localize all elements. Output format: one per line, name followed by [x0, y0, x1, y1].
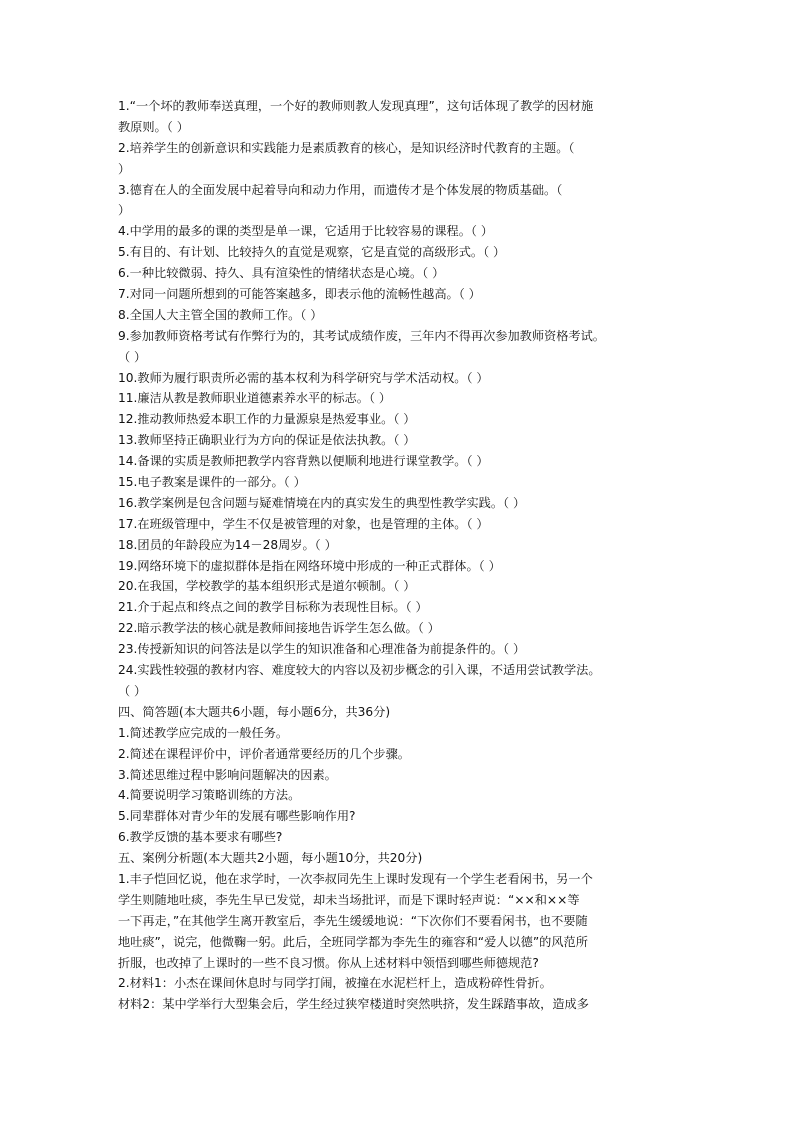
text-line: ）	[118, 161, 131, 176]
text-line: 5.有目的、有计划、比较持久的直觉是观察，它是直觉的高级形式。（ ）	[118, 245, 506, 260]
text-line: 3.简述思维过程中影响问题解决的因素。	[118, 767, 337, 782]
text-line: 11.廉洁从教是教师职业道德素养水平的标志。（ ）	[118, 391, 392, 406]
text-line: 9.参加教师资格考试有作弊行为的，其考试成绩作废，三年内不得再次参加教师资格考试。	[118, 328, 605, 343]
text-line: 18.团员的年龄段应为14－28周岁。（ ）	[118, 537, 337, 552]
text-line: 1.丰子恺回忆说，他在求学时，一次李叔同先生上课时发现有一个学生老看闲书，另一个	[118, 871, 593, 886]
text-line: 24.实践性较强的教材内容、难度较大的内容以及初步概念的引入课，不适用尝试教学法。	[118, 663, 601, 678]
text-line: 地吐痰”，说完，他微鞠一躬。此后，全班同学都为李先生的雍容和“爱人以德”的风范所	[118, 934, 588, 949]
text-line: 21.介于起点和终点之间的教学目标称为表现性目标。（ ）	[118, 600, 428, 615]
text-line: （ ）	[118, 683, 147, 698]
text-line: 12.推动教师热爱本职工作的力量源泉是热爱事业。（ ）	[118, 412, 416, 427]
text-line: 1.“一个坏的教师奉送真理，一个好的教师则教人发现真理”，这句话体现了教学的因材施	[118, 99, 594, 113]
text-line: 4.简要说明学习策略训练的方法。	[118, 788, 301, 803]
text-line: 5.同辈群体对青少年的发展有哪些影响作用?	[118, 809, 356, 824]
text-line: 折服，也改掉了上课时的一些不良习惯。你从上述材料中领悟到哪些师德规范?	[118, 955, 539, 970]
text-line: 2.材料1：小杰在课间休息时与同学打闹，被撞在水泥栏杆上，造成粉碎性骨折。	[118, 976, 552, 991]
text-line: 3.德育在人的全面发展中起着导向和动力作用，而遗传才是个体发展的物质基础。（	[118, 182, 563, 197]
text-line: 15.电子教案是课件的一部分。（ ）	[118, 475, 306, 490]
document-page	[118, 96, 690, 1015]
text-line: 6.一种比较微弱、持久、具有渲染性的情绪状态是心境。（ ）	[118, 266, 445, 281]
text-line: 14.备课的实质是教师把教学内容背熟以便顺利地进行课堂教学。（ ）	[118, 454, 489, 469]
text-line: ）	[118, 203, 131, 218]
text-line: 19.网络环境下的虚拟群体是指在网络环境中形成的一种正式群体。（ ）	[118, 558, 501, 573]
text-line: 10.教师为履行职责所必需的基本权利为科学研究与学术活动权。（ ）	[118, 370, 489, 385]
text-line: 2.简述在课程评价中，评价者通常要经历的几个步骤。	[118, 746, 410, 761]
section-heading: 五、案例分析题(本大题共2小题，每小题10分，共20分)	[118, 851, 423, 866]
text-line: 23.传授新知识的问答法是以学生的知识准备和心理准备为前提条件的。（ ）	[118, 642, 526, 657]
text-line: 教原则。（ ）	[118, 119, 189, 134]
text-line: 22.暗示教学法的核心就是教师间接地告诉学生怎么做。（ ）	[118, 621, 440, 636]
text-line: 7.对同一问题所想到的可能答案越多，即表示他的流畅性越高。（ ）	[118, 287, 481, 302]
text-line: 一下再走，”在其他学生离开教室后，李先生缓缓地说：“下次你们不要看闲书，也不要随	[118, 913, 588, 928]
text-line: 17.在班级管理中，学生不仅是被管理的对象，也是管理的主体。（ ）	[118, 516, 489, 531]
section-heading: 四、简答题(本大题共6小题，每小题6分，共36分)	[118, 704, 391, 719]
text-line: 1.简述教学应完成的一般任务。	[118, 725, 289, 740]
text-line: 4.中学用的最多的课的类型是单一课，它适用于比较容易的课程。（ ）	[118, 224, 494, 239]
text-line: 2.培养学生的创新意识和实践能力是素质教育的核心，是知识经济时代教育的主题。（	[118, 140, 575, 155]
text-line: 20.在我国，学校教学的基本组织形式是道尔顿制。（ ）	[118, 579, 416, 594]
text-line: 6.教学反馈的基本要求有哪些?	[118, 830, 283, 845]
text-line: 材料2：某中学举行大型集会后，学生经过狭窄楼道时突然哄挤，发生踩踏事故，造成多	[118, 997, 589, 1012]
text-line: （ ）	[118, 349, 147, 364]
text-line: 8.全国人大主管全国的教师工作。（ ）	[118, 307, 323, 322]
text-line: 16.教学案例是包含问题与疑难情境在内的真实发生的典型性教学实践。（ ）	[118, 495, 526, 510]
text-line: 学生则随地吐痰，李先生早已发觉，却未当场批评，而是下课时轻声说：“××和××等	[118, 892, 580, 907]
text-line: 13.教师坚持正确职业行为方向的保证是依法执教。（ ）	[118, 433, 416, 448]
